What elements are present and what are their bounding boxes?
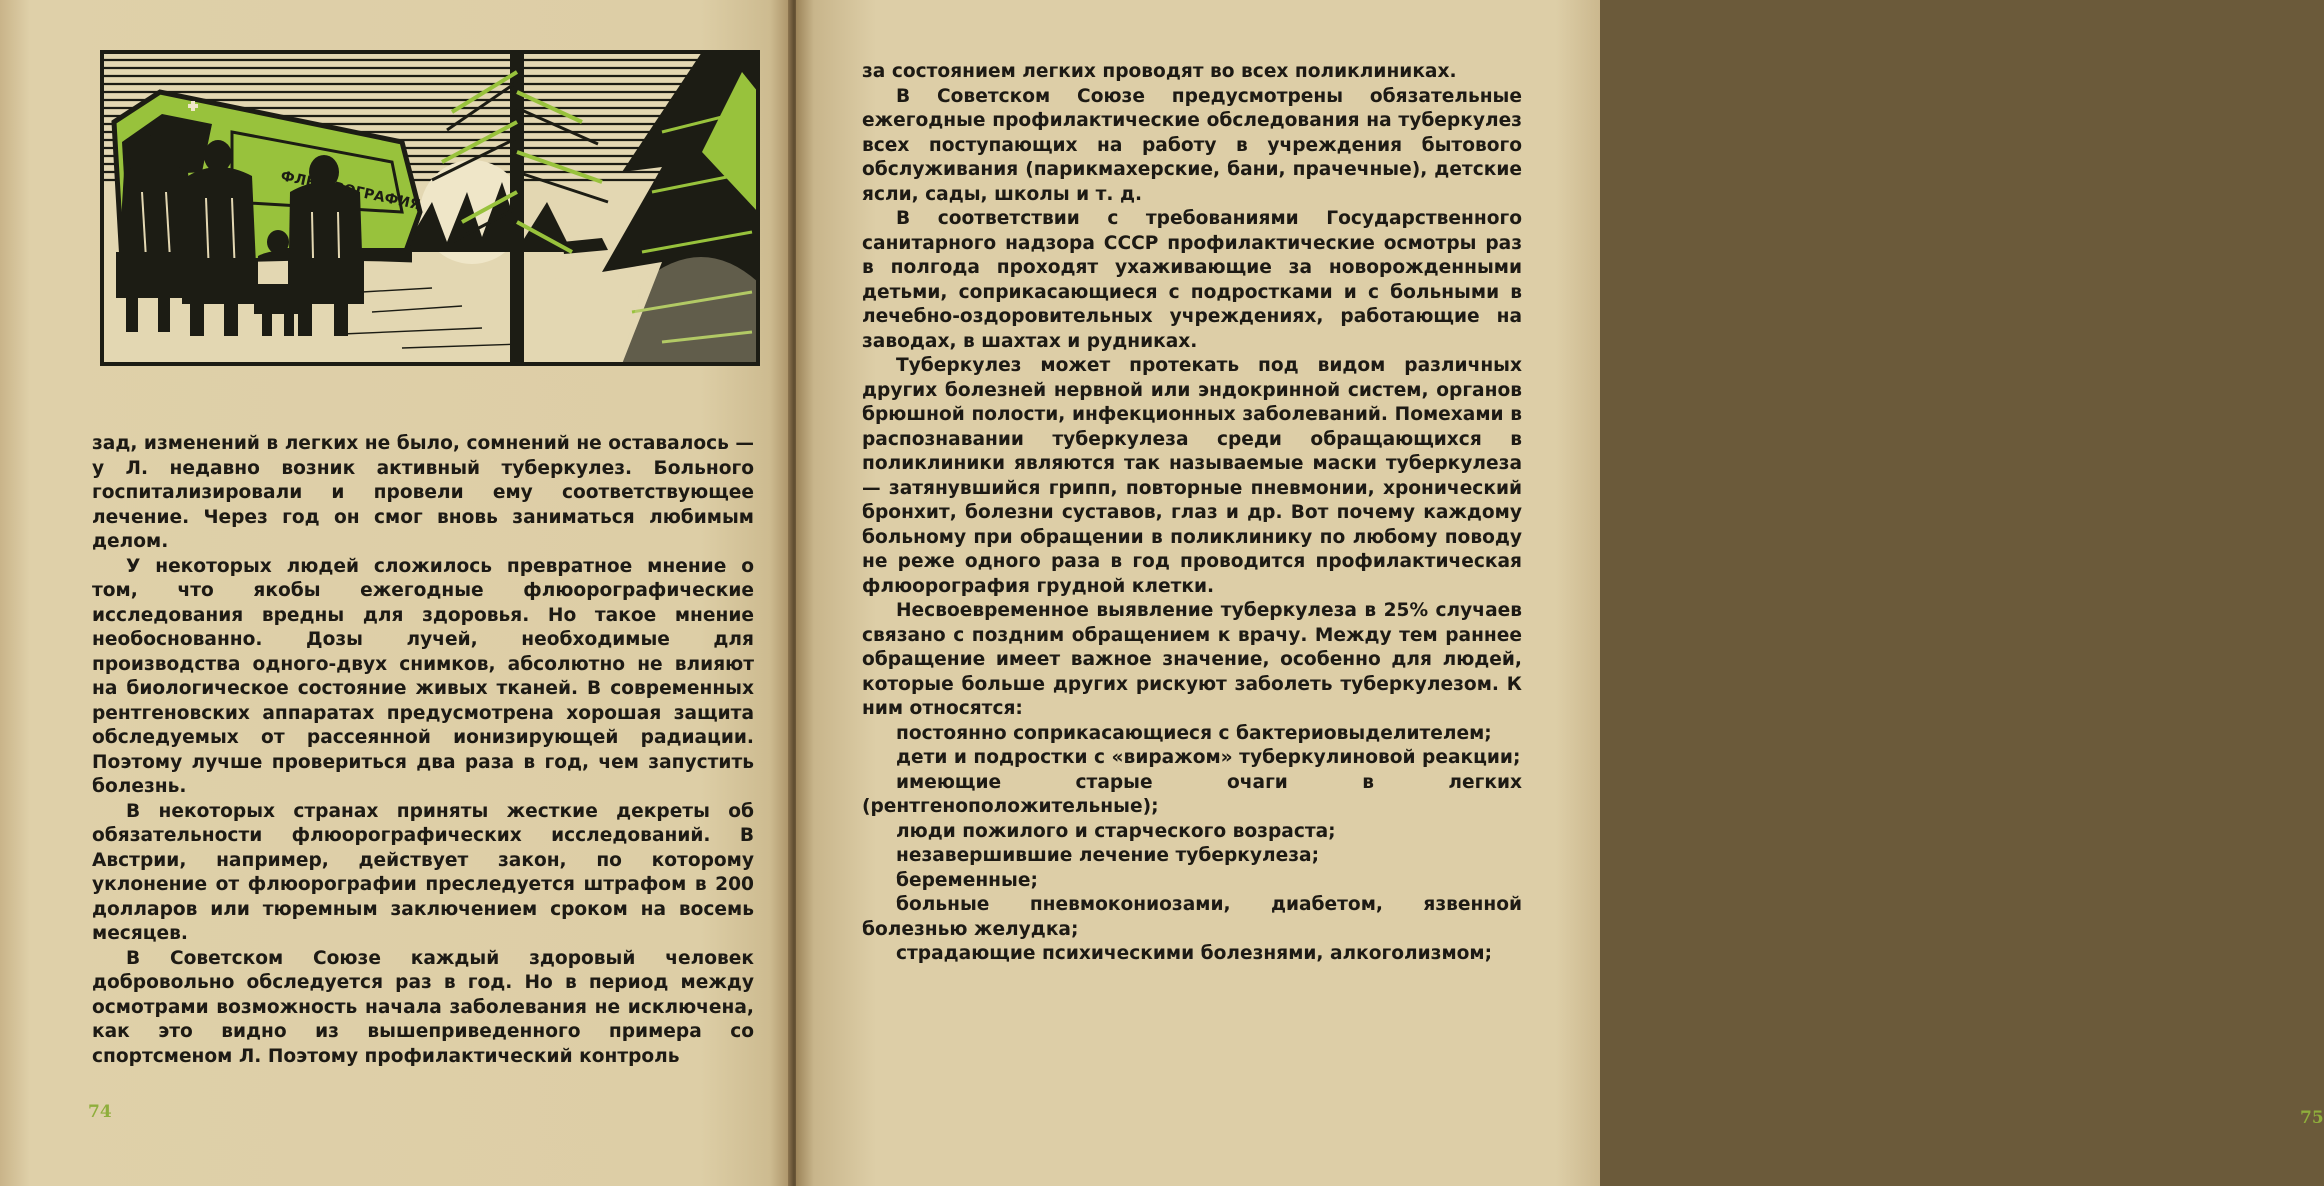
paragraph: Несвоевременное выявление туберкулеза в 25% случаев связано с поздним обращением к врачу. Между тем раннее обращение имеет важное значение, особенно для людей, которые больше других рискуют заболеть туберкулезом. К ним относятся:: [862, 600, 1522, 719]
illustration-fluorography-van: [102, 52, 758, 364]
left-page: [0, 0, 792, 1186]
list-item: дети и подростки с «виражом» туберкулиновой реакции;: [896, 747, 1521, 768]
list-item: больные пневмокониозами, диабетом, язвенной болезнью желудка;: [862, 894, 1522, 940]
list-item: незавершившие лечение туберкулеза;: [896, 845, 1320, 866]
page-number: 74: [88, 1102, 112, 1122]
list-item: беременные;: [896, 869, 1038, 891]
paragraph: зад, изменений в легких не было, сомнений не оставалось — у Л. недавно возник активный туберкулез. Больного госпитализировали и провели ему соответствующее лечение. Через год он смог вновь заниматься любимым делом.: [92, 433, 754, 552]
paragraph: У некоторых людей сложилось превратное мнение о том, что якобы ежегодные флюорографические исследования вредны для здоровья. Но такое мнение необоснованно. Дозы лучей, необходимые для производства одного-двух снимков, абсолютно не влияют на биологическое состояние живых тканей. В современных рентгеновских аппаратах предусмотрена хорошая защита обследуемых от рассеянной ионизирующей радиации. Поэтому лучше провериться два раза в год, чем запустить болезнь.: [92, 555, 754, 797]
paragraph: В некоторых странах приняты жесткие декреты об обязательности флюорографических исследований. В Австрии, например, действует закон, по которому уклонение от флюорографии преследуется штрафом в 200 долларов или тюремным заключением сроком на восемь месяцев.: [92, 800, 754, 944]
page-number: 75: [2300, 1108, 2324, 1128]
paragraph: за состоянием легких проводят во всех поликлиниках.: [862, 61, 1457, 82]
paragraph: В Советском Союзе каждый здоровый человек добровольно обследуется раз в год. Но в период между осмотрами возможность начала заболевания не исключена, как это видно из вышеприведенного примера со спортсменом Л. Поэтому профилактический контроль: [92, 947, 754, 1067]
list-item: страдающие психическими болезнями, алкоголизмом;: [896, 943, 1493, 964]
paragraph: Туберкулез может протекать под видом различных других болезней нервной или эндокринной систем, органов брюшной полости, инфекционных заболеваний. Помехами в распознавании туберкулеза среди обращающихся в поликлиники являются так называемые маски туберкулеза — затянувшийся грипп, повторные пневмонии, хронический бронхит, болезни суставов, глаз и др. Вот почему каждому больному при обращении в поликлинику по любому поводу не реже одного раза в год проводится профилактическая флюорография грудной клетки.: [862, 355, 1522, 597]
paragraph: В Советском Союзе предусмотрены обязательные ежегодные профилактические обследования на туберкулез всех поступающих на работу в учреждения бытового обслуживания (парикмахерские, бани, прачечные), детские ясли, сады, школы и т. д.: [862, 85, 1522, 205]
paragraph: В соответствии с требованиями Государственного санитарного надзора СССР профилактические осмотры раз в полгода проходят ухаживающие за новорожденными детьми, соприкасающиеся с подростками и с больными в лечебно-оздоровительных учреждениях, работающие на заводах, в шахтах и рудниках.: [862, 208, 1522, 352]
list-item: постоянно соприкасающиеся с бактериовыделителем;: [896, 722, 1492, 744]
right-page-text: [862, 60, 1522, 967]
list-item: люди пожилого и старческого возраста;: [896, 820, 1336, 842]
list-item: имеющие старые очаги в легких (рентгеноположительные);: [862, 771, 1522, 817]
left-page-text: [92, 432, 754, 1069]
